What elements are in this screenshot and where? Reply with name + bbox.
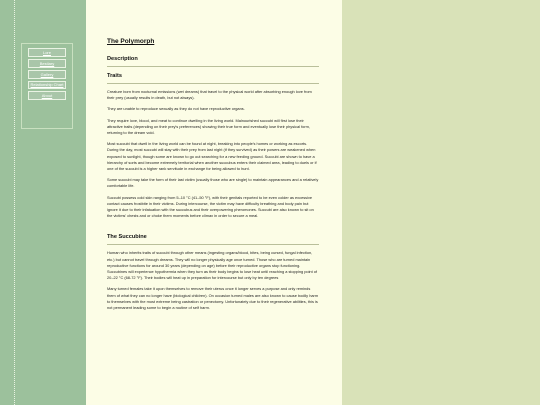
page-title: The Polymorph [107,38,155,45]
traits-paragraph: They require love, blood, and meat to continue dwelling in the living world. Malnourished succubi will first lose their attractive traits (depending on their prey's preferences) showing their true form and eventually lose their physical form, returning to the dream void. [107,117,310,136]
nav-panel [21,43,73,129]
succubine-heading: The Succubine [107,233,319,245]
main-content [86,0,342,405]
traits-paragraph: Succubi possess cold skin ranging from 5–10 °C (41–50 °F), with their genitals reported to be even colder as excessive contact causes frostbite in their victims. During intercourse, the victim may have difficulty breathing and body pain but ignore it due to their infatuation with the succubus and their overpowering pheromones. Succubi are also known to sit on the victims' chests and or choke them moments before climax in order to secure a meal. [107,194,314,219]
description-heading: Description [107,55,319,67]
nav-list [27,48,67,102]
nav-item-relationship-chart[interactable]: Relationship Chart [28,81,66,89]
nav-item-gallery[interactable]: Gallery [28,70,66,79]
traits-paragraph: They are unable to reproduce sexually as they do not have reproductive organs. [107,106,245,112]
dotted-divider [14,0,15,405]
nav-item-bestiary[interactable]: Bestiary [28,59,66,68]
traits-paragraph: Most succubi that dwell in the living world can be found at night, breaking into people's homes or working as escorts. During the day, most succubi will stay with their prey from last night (if they survived) as their powers are weakened when exposed to sunlight, though some are known to go out searching for a new feeding ground. Succubi are shown to have a hierarchy of sorts and become extremely territorial when another succubus enters their claimed area, leading to duels or if one of the succubi is a higher rank servitude in exchange for being allowed to hunt. [107,141,317,172]
succubine-paragraph: Many turned females take it upon themselves to remove their uterus once it longer serves a purpose and only reminds them of what they can no longer have (biological children). On occasion turned males are also known to cause bodily harm to themselves with the most extreme being castration or penectomy. Unfortunately due to their regenerative abilities, this is not permanent leading some to begin a routine of self harm. [107,286,319,311]
nav-item-lore[interactable]: Lore [28,48,66,57]
traits-paragraph: Some succubi may take the form of their last victim (usually those who are single) to maintain appearances and a relatively comfortable life. [107,177,319,189]
nav-item-about[interactable]: About [28,91,66,100]
right-background [342,0,540,405]
succubine-paragraph: Human who inherits traits of succubi through other means (ingesting organs/blood, bites, being cursed, fungal infection, etc.) but cannot travel through dreams. They will no longer physically age once turned. Those who are turned maintain reproductive functions for around 30 years (depending on age) before their reproductive organs stop functioning. Succubines will experience hypothermia when they turn as their body begins to lose heat until reaching a stopping point of 20–22 °C (68-72 °F). Their bodies will heat up in preparation for intercourse but only by ten degrees [107,250,318,281]
traits-heading: Traits [107,72,319,84]
article [107,38,319,316]
traits-paragraph: Creature born from nocturnal emissions (wet dreams) that travel to the physical world after absorbing enough love from their prey (usually results in death, but not always). [107,89,312,101]
